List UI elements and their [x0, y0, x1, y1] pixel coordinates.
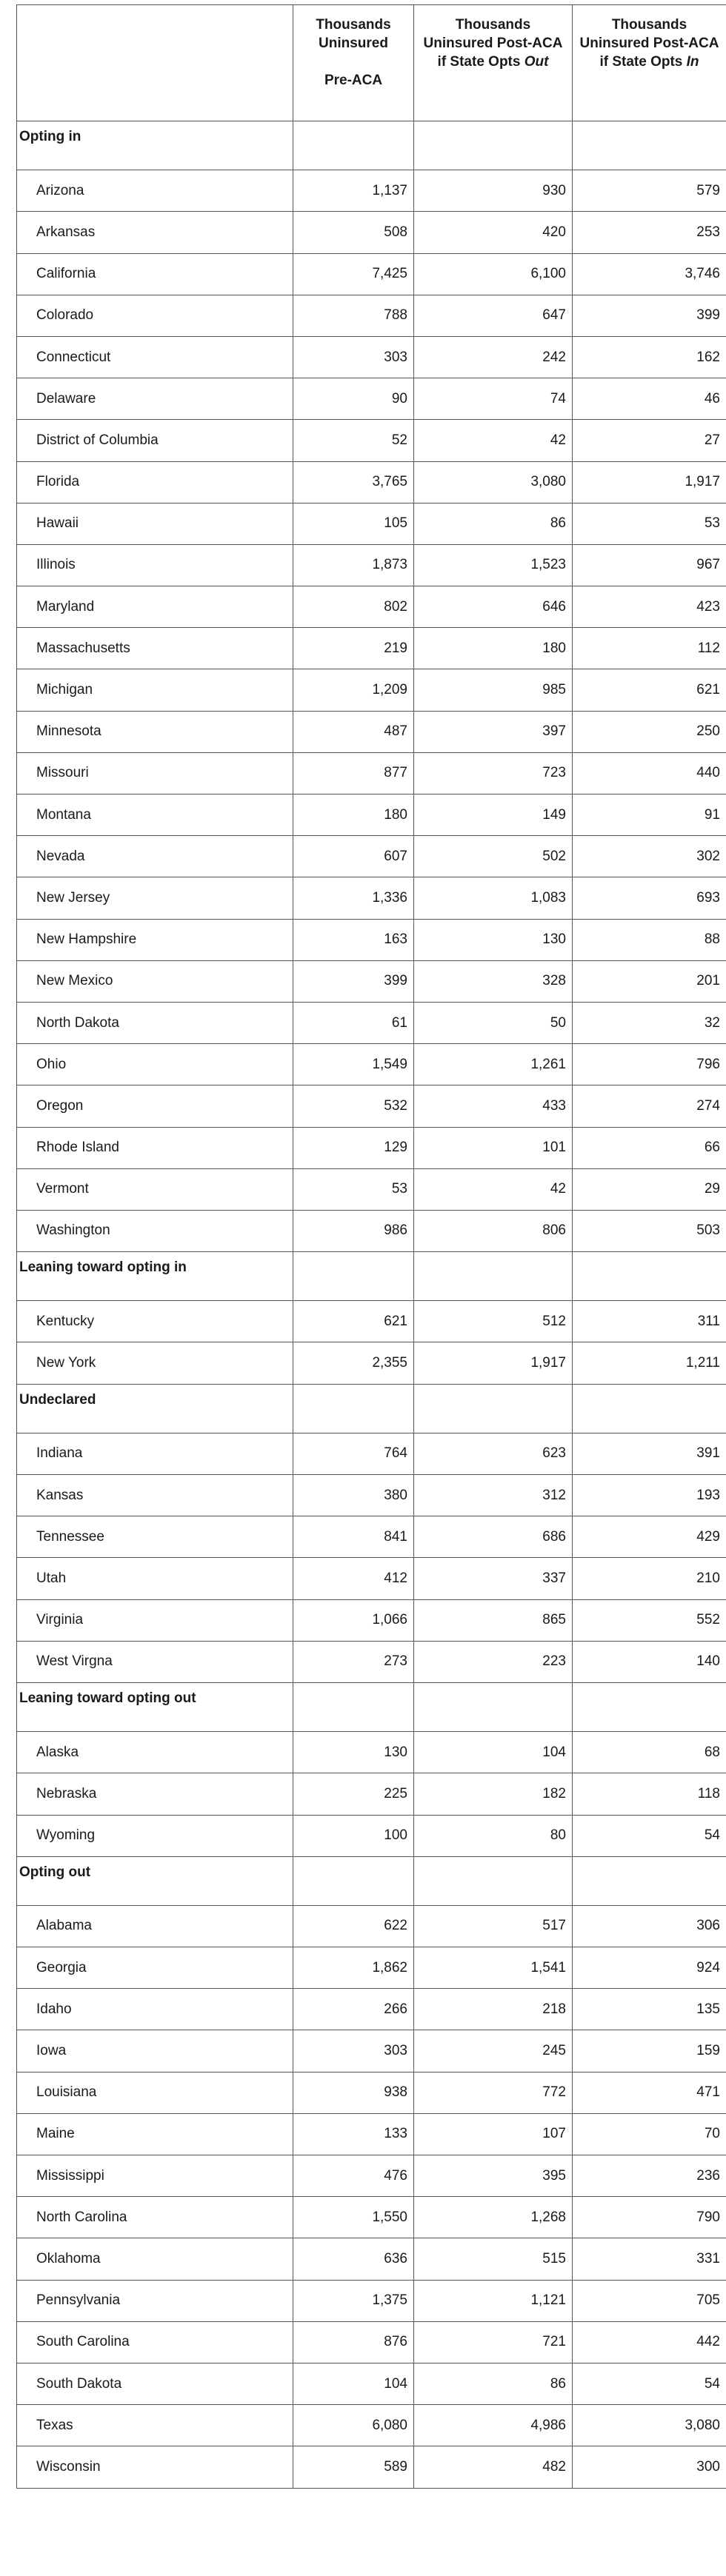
- opt-out-value: 337: [414, 1558, 573, 1599]
- opt-in-value: 253: [573, 212, 726, 253]
- table-row: [17, 1210, 726, 1251]
- section-empty-cell: [293, 121, 414, 170]
- pre-aca-value: 636: [293, 2238, 414, 2280]
- state-name: Louisiana: [17, 2072, 293, 2113]
- opt-in-value: 302: [573, 836, 726, 877]
- state-name: Colorado: [17, 295, 293, 336]
- opt-out-value: 502: [414, 836, 573, 877]
- table-row: [17, 836, 726, 877]
- header-pre-line1: Thousands: [316, 17, 391, 33]
- opt-in-value: 54: [573, 1815, 726, 1856]
- state-name: North Dakota: [17, 1002, 293, 1043]
- opt-in-value: 693: [573, 877, 726, 919]
- state-name: Wyoming: [17, 1815, 293, 1856]
- header-out-line2: Uninsured Post-ACA: [423, 36, 563, 51]
- table-body: [17, 121, 726, 2489]
- section-empty-cell: [414, 1856, 573, 1905]
- opt-in-value: 429: [573, 1516, 726, 1558]
- table-row: [17, 1168, 726, 1210]
- opt-out-value: 930: [414, 170, 573, 212]
- header-pre-aca: [293, 5, 414, 121]
- opt-in-value: 91: [573, 794, 726, 836]
- header-pre-line2: Uninsured: [319, 36, 388, 51]
- pre-aca-value: 412: [293, 1558, 414, 1599]
- table-row: [17, 420, 726, 461]
- pre-aca-value: 225: [293, 1773, 414, 1815]
- section-label: Undeclared: [17, 1384, 293, 1433]
- pre-aca-value: 621: [293, 1301, 414, 1342]
- table-row: [17, 503, 726, 544]
- section-empty-cell: [414, 1682, 573, 1731]
- opt-out-value: 395: [414, 2155, 573, 2197]
- table-row: [17, 1732, 726, 1773]
- state-name: California: [17, 253, 293, 295]
- state-name: Florida: [17, 461, 293, 503]
- opt-in-value: 112: [573, 628, 726, 669]
- header-post-aca-opt-out: [414, 5, 573, 121]
- opt-in-value: 705: [573, 2280, 726, 2321]
- table-row: [17, 1815, 726, 1856]
- opt-out-value: 328: [414, 960, 573, 1002]
- state-name: Kansas: [17, 1475, 293, 1516]
- section-empty-cell: [573, 121, 726, 170]
- opt-out-value: 515: [414, 2238, 573, 2280]
- opt-in-value: 471: [573, 2072, 726, 2113]
- opt-in-value: 3,746: [573, 253, 726, 295]
- table-row: [17, 2030, 726, 2072]
- state-name: New Hampshire: [17, 919, 293, 960]
- state-name: Arizona: [17, 170, 293, 212]
- pre-aca-value: 986: [293, 1210, 414, 1251]
- opt-in-value: 53: [573, 503, 726, 544]
- pre-aca-value: 1,137: [293, 170, 414, 212]
- state-name: New York: [17, 1342, 293, 1384]
- state-name: Maryland: [17, 586, 293, 628]
- table-row: [17, 295, 726, 336]
- table-row: [17, 1641, 726, 1682]
- opt-out-value: 101: [414, 1127, 573, 1168]
- pre-aca-value: 1,375: [293, 2280, 414, 2321]
- pre-aca-value: 1,550: [293, 2197, 414, 2238]
- state-name: Michigan: [17, 669, 293, 711]
- state-name: Nebraska: [17, 1773, 293, 1815]
- opt-in-value: 331: [573, 2238, 726, 2280]
- opt-out-value: 1,541: [414, 1947, 573, 1989]
- opt-in-value: 159: [573, 2030, 726, 2072]
- header-out-line1: Thousands: [455, 17, 531, 33]
- pre-aca-value: 764: [293, 1433, 414, 1474]
- opt-in-value: 311: [573, 1301, 726, 1342]
- section-row: [17, 121, 726, 170]
- state-name: Wisconsin: [17, 2446, 293, 2488]
- table-row: [17, 2113, 726, 2155]
- state-name: South Carolina: [17, 2321, 293, 2363]
- state-name: Vermont: [17, 1168, 293, 1210]
- opt-out-value: 80: [414, 1815, 573, 1856]
- opt-in-value: 300: [573, 2446, 726, 2488]
- table-row: [17, 1558, 726, 1599]
- state-name: Washington: [17, 1210, 293, 1251]
- opt-in-value: 1,211: [573, 1342, 726, 1384]
- pre-aca-value: 100: [293, 1815, 414, 1856]
- pre-aca-value: 61: [293, 1002, 414, 1043]
- state-name: Georgia: [17, 1947, 293, 1989]
- opt-in-value: 796: [573, 1044, 726, 1085]
- section-empty-cell: [573, 1252, 726, 1301]
- opt-in-value: 3,080: [573, 2405, 726, 2446]
- table-row: [17, 1947, 726, 1989]
- opt-in-value: 193: [573, 1475, 726, 1516]
- state-name: Kentucky: [17, 1301, 293, 1342]
- opt-out-value: 50: [414, 1002, 573, 1043]
- opt-in-value: 399: [573, 295, 726, 336]
- header-row: [17, 5, 726, 121]
- table-row: [17, 1002, 726, 1043]
- opt-out-value: 218: [414, 1989, 573, 2030]
- header-state-col: [17, 5, 293, 121]
- opt-out-value: 223: [414, 1641, 573, 1682]
- opt-in-value: 423: [573, 586, 726, 628]
- opt-in-value: 88: [573, 919, 726, 960]
- section-label: Opting in: [17, 121, 293, 170]
- opt-out-value: 686: [414, 1516, 573, 1558]
- pre-aca-value: 266: [293, 1989, 414, 2030]
- pre-aca-value: 7,425: [293, 253, 414, 295]
- opt-out-value: 245: [414, 2030, 573, 2072]
- opt-in-value: 135: [573, 1989, 726, 2030]
- pre-aca-value: 788: [293, 295, 414, 336]
- opt-in-value: 32: [573, 1002, 726, 1043]
- table-row: [17, 628, 726, 669]
- opt-out-value: 806: [414, 1210, 573, 1251]
- opt-out-value: 723: [414, 752, 573, 794]
- opt-in-value: 54: [573, 2363, 726, 2404]
- opt-out-value: 42: [414, 420, 573, 461]
- table-row: [17, 1044, 726, 1085]
- pre-aca-value: 130: [293, 1732, 414, 1773]
- table-row: [17, 170, 726, 212]
- pre-aca-value: 1,066: [293, 1599, 414, 1641]
- table-row: [17, 1989, 726, 2030]
- opt-in-value: 118: [573, 1773, 726, 1815]
- state-name: Hawaii: [17, 503, 293, 544]
- opt-in-value: 391: [573, 1433, 726, 1474]
- table-row: [17, 2446, 726, 2488]
- state-name: South Dakota: [17, 2363, 293, 2404]
- opt-out-value: 433: [414, 1085, 573, 1127]
- pre-aca-value: 2,355: [293, 1342, 414, 1384]
- pre-aca-value: 802: [293, 586, 414, 628]
- pre-aca-value: 1,209: [293, 669, 414, 711]
- opt-out-value: 420: [414, 212, 573, 253]
- table-row: [17, 2197, 726, 2238]
- state-name: Mississippi: [17, 2155, 293, 2197]
- pre-aca-value: 380: [293, 1475, 414, 1516]
- table-row: [17, 378, 726, 420]
- opt-out-value: 42: [414, 1168, 573, 1210]
- opt-out-value: 3,080: [414, 461, 573, 503]
- state-name: New Jersey: [17, 877, 293, 919]
- opt-out-value: 1,121: [414, 2280, 573, 2321]
- opt-out-value: 180: [414, 628, 573, 669]
- pre-aca-value: 163: [293, 919, 414, 960]
- section-empty-cell: [573, 1384, 726, 1433]
- opt-out-value: 182: [414, 1773, 573, 1815]
- state-name: Texas: [17, 2405, 293, 2446]
- pre-aca-value: 589: [293, 2446, 414, 2488]
- header-out-line3: if State Opts Out: [437, 54, 549, 70]
- table-row: [17, 2238, 726, 2280]
- opt-in-value: 68: [573, 1732, 726, 1773]
- opt-in-value: 27: [573, 420, 726, 461]
- opt-out-value: 86: [414, 503, 573, 544]
- opt-in-value: 274: [573, 1085, 726, 1127]
- table-row: [17, 544, 726, 586]
- pre-aca-value: 52: [293, 420, 414, 461]
- table-row: [17, 960, 726, 1002]
- opt-in-value: 250: [573, 711, 726, 752]
- opt-out-value: 149: [414, 794, 573, 836]
- opt-out-value: 6,100: [414, 253, 573, 295]
- state-name: Maine: [17, 2113, 293, 2155]
- state-name: Pennsylvania: [17, 2280, 293, 2321]
- opt-out-value: 1,083: [414, 877, 573, 919]
- opt-in-value: 306: [573, 1905, 726, 1947]
- header-pre-line3: Pre-ACA: [324, 73, 383, 88]
- table-row: [17, 877, 726, 919]
- pre-aca-value: 219: [293, 628, 414, 669]
- state-name: Connecticut: [17, 336, 293, 378]
- state-name: Montana: [17, 794, 293, 836]
- opt-out-value: 512: [414, 1301, 573, 1342]
- opt-in-value: 162: [573, 336, 726, 378]
- opt-out-value: 482: [414, 2446, 573, 2488]
- opt-out-value: 1,523: [414, 544, 573, 586]
- uninsured-table-sheet: [16, 4, 726, 2489]
- section-empty-cell: [293, 1252, 414, 1301]
- state-name: Rhode Island: [17, 1127, 293, 1168]
- header-in-line3: if State Opts In: [599, 54, 699, 70]
- section-row: [17, 1682, 726, 1731]
- opt-out-value: 86: [414, 2363, 573, 2404]
- opt-in-value: 924: [573, 1947, 726, 1989]
- opt-in-value: 1,917: [573, 461, 726, 503]
- table-row: [17, 586, 726, 628]
- pre-aca-value: 6,080: [293, 2405, 414, 2446]
- table-row: [17, 2405, 726, 2446]
- header-in-line1: Thousands: [611, 17, 687, 33]
- state-name: New Mexico: [17, 960, 293, 1002]
- state-name: Idaho: [17, 1989, 293, 2030]
- pre-aca-value: 105: [293, 503, 414, 544]
- state-name: Iowa: [17, 2030, 293, 2072]
- section-row: [17, 1252, 726, 1301]
- table-row: [17, 461, 726, 503]
- pre-aca-value: 1,549: [293, 1044, 414, 1085]
- opt-out-value: 772: [414, 2072, 573, 2113]
- opt-in-value: 66: [573, 1127, 726, 1168]
- section-empty-cell: [293, 1856, 414, 1905]
- pre-aca-value: 133: [293, 2113, 414, 2155]
- pre-aca-value: 303: [293, 2030, 414, 2072]
- header-post-aca-opt-in: [573, 5, 726, 121]
- opt-out-value: 74: [414, 378, 573, 420]
- pre-aca-value: 607: [293, 836, 414, 877]
- table-row: [17, 2321, 726, 2363]
- state-name: Nevada: [17, 836, 293, 877]
- opt-in-value: 70: [573, 2113, 726, 2155]
- opt-in-value: 790: [573, 2197, 726, 2238]
- section-row: [17, 1856, 726, 1905]
- state-name: Missouri: [17, 752, 293, 794]
- opt-out-value: 130: [414, 919, 573, 960]
- table-row: [17, 919, 726, 960]
- section-empty-cell: [293, 1682, 414, 1731]
- pre-aca-value: 3,765: [293, 461, 414, 503]
- opt-out-value: 985: [414, 669, 573, 711]
- pre-aca-value: 273: [293, 1641, 414, 1682]
- opt-in-value: 967: [573, 544, 726, 586]
- opt-in-value: 552: [573, 1599, 726, 1641]
- state-name: Arkansas: [17, 212, 293, 253]
- opt-in-value: 621: [573, 669, 726, 711]
- section-label: Leaning toward opting out: [17, 1682, 293, 1731]
- opt-in-value: 503: [573, 1210, 726, 1251]
- state-name: Oregon: [17, 1085, 293, 1127]
- page-bottom-margin: [0, 2491, 726, 2576]
- table-row: [17, 752, 726, 794]
- opt-out-value: 397: [414, 711, 573, 752]
- pre-aca-value: 303: [293, 336, 414, 378]
- table-row: [17, 1475, 726, 1516]
- opt-out-value: 647: [414, 295, 573, 336]
- pre-aca-value: 622: [293, 1905, 414, 1947]
- table-row: [17, 1342, 726, 1384]
- section-row: [17, 1384, 726, 1433]
- pre-aca-value: 129: [293, 1127, 414, 1168]
- pre-aca-value: 877: [293, 752, 414, 794]
- opt-in-value: 46: [573, 378, 726, 420]
- opt-in-value: 442: [573, 2321, 726, 2363]
- section-empty-cell: [414, 1252, 573, 1301]
- table-row: [17, 711, 726, 752]
- opt-in-value: 201: [573, 960, 726, 1002]
- opt-out-value: 865: [414, 1599, 573, 1641]
- state-name: Oklahoma: [17, 2238, 293, 2280]
- table-row: [17, 2280, 726, 2321]
- state-name: Minnesota: [17, 711, 293, 752]
- pre-aca-value: 938: [293, 2072, 414, 2113]
- pre-aca-value: 1,862: [293, 1947, 414, 1989]
- table-row: [17, 2363, 726, 2404]
- table-row: [17, 669, 726, 711]
- opt-out-value: 623: [414, 1433, 573, 1474]
- table-row: [17, 1599, 726, 1641]
- state-name: Alabama: [17, 1905, 293, 1947]
- pre-aca-value: 876: [293, 2321, 414, 2363]
- pre-aca-value: 104: [293, 2363, 414, 2404]
- table-row: [17, 794, 726, 836]
- section-empty-cell: [414, 1384, 573, 1433]
- state-name: Massachusetts: [17, 628, 293, 669]
- pre-aca-value: 180: [293, 794, 414, 836]
- pre-aca-value: 841: [293, 1516, 414, 1558]
- section-empty-cell: [573, 1856, 726, 1905]
- table-row: [17, 1433, 726, 1474]
- header-in-line2: Uninsured Post-ACA: [579, 36, 719, 51]
- opt-out-value: 107: [414, 2113, 573, 2155]
- table-row: [17, 2072, 726, 2113]
- table-row: [17, 1127, 726, 1168]
- opt-out-value: 1,917: [414, 1342, 573, 1384]
- table-row: [17, 212, 726, 253]
- opt-out-value: 517: [414, 1905, 573, 1947]
- opt-in-value: 579: [573, 170, 726, 212]
- state-name: Ohio: [17, 1044, 293, 1085]
- opt-out-value: 312: [414, 1475, 573, 1516]
- opt-out-value: 104: [414, 1732, 573, 1773]
- opt-out-value: 646: [414, 586, 573, 628]
- table-row: [17, 2155, 726, 2197]
- pre-aca-value: 487: [293, 711, 414, 752]
- section-empty-cell: [414, 121, 573, 170]
- pre-aca-value: 508: [293, 212, 414, 253]
- opt-in-value: 236: [573, 2155, 726, 2197]
- pre-aca-value: 1,873: [293, 544, 414, 586]
- state-name: Illinois: [17, 544, 293, 586]
- table-row: [17, 1773, 726, 1815]
- state-name: West Virgna: [17, 1641, 293, 1682]
- state-name: Utah: [17, 1558, 293, 1599]
- pre-aca-value: 1,336: [293, 877, 414, 919]
- state-name: Tennessee: [17, 1516, 293, 1558]
- state-name: District of Columbia: [17, 420, 293, 461]
- opt-in-value: 210: [573, 1558, 726, 1599]
- opt-out-value: 4,986: [414, 2405, 573, 2446]
- table-row: [17, 1516, 726, 1558]
- state-name: Delaware: [17, 378, 293, 420]
- table-row: [17, 1085, 726, 1127]
- pre-aca-value: 399: [293, 960, 414, 1002]
- state-name: Indiana: [17, 1433, 293, 1474]
- state-name: North Carolina: [17, 2197, 293, 2238]
- pre-aca-value: 53: [293, 1168, 414, 1210]
- pre-aca-value: 476: [293, 2155, 414, 2197]
- pre-aca-value: 532: [293, 1085, 414, 1127]
- section-label: Leaning toward opting in: [17, 1252, 293, 1301]
- uninsured-table: [16, 4, 726, 2489]
- table-row: [17, 336, 726, 378]
- opt-out-value: 1,261: [414, 1044, 573, 1085]
- table-row: [17, 253, 726, 295]
- section-empty-cell: [293, 1384, 414, 1433]
- table-row: [17, 1905, 726, 1947]
- pre-aca-value: 90: [293, 378, 414, 420]
- section-empty-cell: [573, 1682, 726, 1731]
- section-label: Opting out: [17, 1856, 293, 1905]
- state-name: Alaska: [17, 1732, 293, 1773]
- opt-out-value: 721: [414, 2321, 573, 2363]
- opt-out-value: 242: [414, 336, 573, 378]
- opt-in-value: 440: [573, 752, 726, 794]
- opt-in-value: 29: [573, 1168, 726, 1210]
- state-name: Virginia: [17, 1599, 293, 1641]
- opt-out-value: 1,268: [414, 2197, 573, 2238]
- table-row: [17, 1301, 726, 1342]
- opt-in-value: 140: [573, 1641, 726, 1682]
